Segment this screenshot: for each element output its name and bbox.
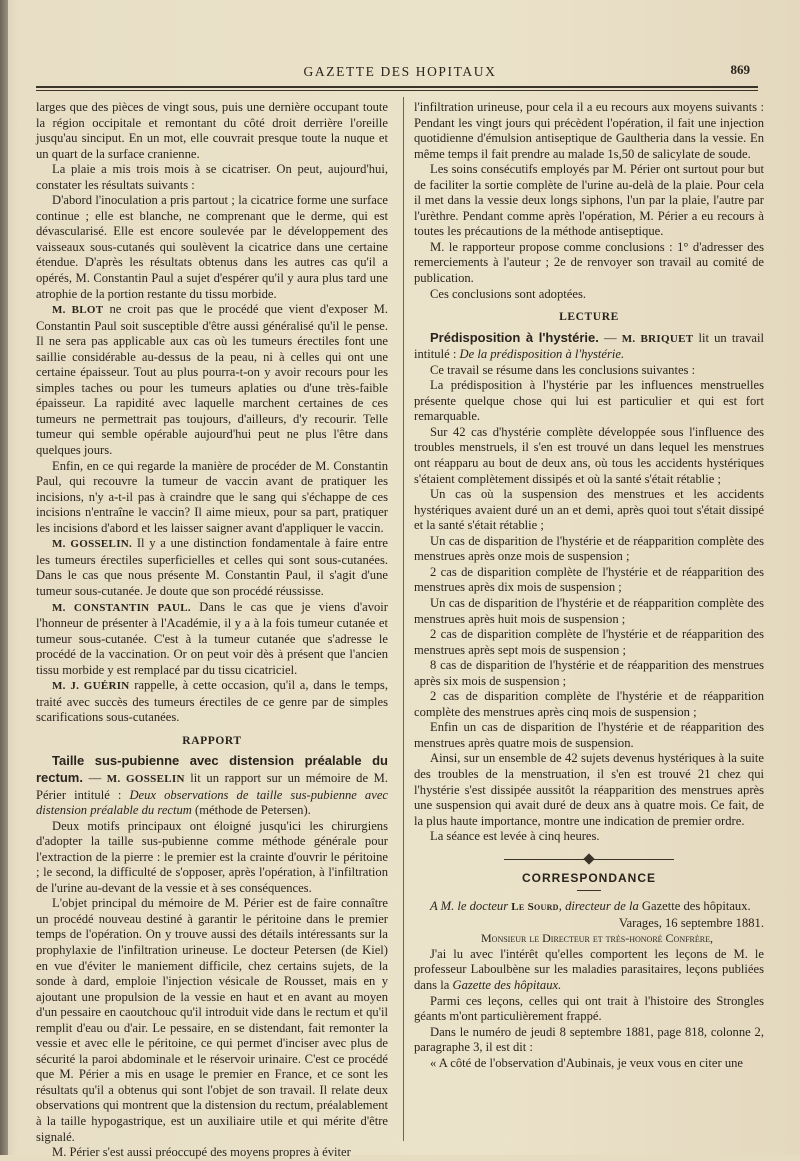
paragraph: La séance est levée à cinq heures.: [430, 829, 600, 844]
paragraph: [36, 600, 388, 679]
header-rule: [36, 86, 758, 88]
paragraph: Un cas de disparition de l'hystérie et de réapparition complète des menstrues après huit mois de suspension ;: [414, 595, 764, 626]
paragraph: Deux motifs principaux ont éloigné jusqu'ici les chirurgiens d'adopter la taille sus-pubienne comme méthode générale pour l'extraction de la pierre : le premier est la crainte d'ouvrir le péritoine ; le second, la difficulté de s'opposer, après l'opération, à l'infiltration de l'urine au-devant de la vessie et à ses conséquences.: [36, 818, 388, 895]
section-ornament: [414, 855, 764, 863]
paragraph-text: Dans le cas que je viens d'avoir l'honneur de présenter à l'Académie, il y a à la fois tumeur cutanée et tumeur sous-cutanée. C'est à la tumeur cutanée que s'adresse le procédé de la vaccination. Or on peut voir dès à présent que l'ancien tissu morbide y est remplacé par du tissu cicatriciel.: [36, 599, 388, 677]
article-title: Prédisposition à l'hystérie.: [430, 329, 599, 345]
section-heading-correspondance: CORRESPONDANCE: [521, 870, 656, 885]
paragraph: Les soins consécutifs employés par M. Périer ont surtout pour but de faciliter la sortie complète de l'urine au-delà de la plaie. Pour cela il met dans la vessie deux longs siphons, l'un par la plaie, l'autre par l'urèthre. Pendant comme après l'opération, M. Périer a eu recours à toutes les précautions de la méthode antiseptique.: [414, 162, 764, 239]
paragraph: Enfin un cas de disparition de l'hystérie et de réapparition des menstrues après quatre mois de suspension.: [414, 720, 764, 750]
short-rule: [577, 890, 601, 891]
journal-name: Gazette des hôpitaux.: [452, 977, 562, 992]
paragraph: La plaie a mis trois mois à se cicatriser. On peut, aujourd'hui, constater les résultats suivants :: [36, 162, 388, 192]
paragraph-address: [414, 899, 764, 916]
ornament-diamond: [583, 853, 594, 864]
paragraph: M. le rapporteur propose comme conclusions : 1° d'adresser des remerciements à l'auteur ; 2e de renvoyer son travail au comité de publication.: [414, 239, 764, 286]
cited-work: De la prédisposition à l'hystérie.: [459, 347, 625, 362]
left-column: [36, 100, 388, 1161]
paragraph: 8 cas de disparition de l'hystérie et de réapparition des menstrues après six mois de suspension ;: [414, 658, 764, 688]
page-number: 869: [730, 62, 750, 77]
paragraph: l'infiltration urineuse, pour cela il a eu recours aux moyens suivants : Pendant les vingt jours qui précèdent l'opération, il fait une injection quotidienne d'émulsion antiseptique de Gaultheria dans la vessie. En même temps il fait prendre au malade 1s,50 de salicylate de soude.: [414, 100, 764, 161]
paragraph-text: (méthode de Petersen).: [191, 803, 311, 818]
section-heading-lecture: LECTURE: [559, 311, 619, 324]
paragraph: Parmi ces leçons, celles qui ont trait à l'histoire des Strongles géants m'ont particulièrement frappé.: [414, 993, 764, 1024]
salutation: Monsieur le Directeur et très-honoré Confrère,: [481, 931, 713, 946]
addressee-name: Le Sourd: [511, 901, 559, 914]
speaker-name: M. CONSTANTIN PAUL.: [52, 601, 191, 614]
dateline: Varages, 16 septembre 1881.: [618, 915, 764, 930]
paragraph: 2 cas de disparition complète de l'hystérie et de réapparition des menstrues après dix mois de suspension ;: [414, 564, 764, 595]
paragraph: Sur 42 cas d'hystérie complète développée sous l'influence des troubles menstruels, il s'en est trouvé un dans lequel les menstrues ont réapparu au bout de deux ans, où tous les accidents hystériques s'étaient complètement dissipés et où la santé s'était rétablie ;: [414, 424, 764, 486]
paragraph: D'abord l'inoculation a pris partout ; la cicatrice forme une surface continue ; elle est blanche, ne comprenant que le derme, qui est dévascularisé. Elle est encore soulevée par le développement des vaisseaux sous-cutanés qui soulèvent la cicatrice dans une certaine étendue. D'après les résultats obtenus dans les autres cas qu'il a opérés, M. Constantin Paul a sujet d'espérer qu'il y aura plus tard une atrophie de la portion restante du tissu morbide.: [36, 193, 388, 301]
paragraph: [36, 302, 388, 458]
paragraph: La prédisposition à l'hystérie par les influences menstruelles présente quelque chose qui lui est particulier et qui est fort remarquable.: [414, 378, 764, 424]
paragraph-text: ne croit pas que le procédé que vient d'exposer M. Constantin Paul soit susceptible d'être aussi généralisé qu'il le pense. Il ne sera pas applicable aux cas où les tumeurs érectiles font une saillie considérable au-dessus de la peau, ni à celles qui ont une certaine épaisseur. Tout au plus pourra-t-on y avoir recours pour les simples taches ou pour les tumeurs aplaties ou d'une très-faible épaisseur. La rapidité avec laquelle marchent certaines de ces tumeurs ne permettrait pas toujours, d'ailleurs, d'y recourir. Telle tumeur qui semble opérable aujourd'hui peut ne plus l'être dans quelques jours.: [36, 302, 388, 458]
paragraph-text: rappelle, à cette occasion, qu'il a, dans le temps, traité avec succès des tumeurs érectiles de ce genre par de simples scarifications sous-cutanées.: [36, 678, 388, 725]
speaker-name: M. GOSSELIN.: [52, 538, 133, 551]
paragraph: [36, 536, 388, 599]
header-rule-thin: [36, 90, 758, 91]
cited-work: Deux observations de taille sus-pubienne avec distension préalable du rectum: [36, 787, 389, 818]
paragraph-text: Il y a une distinction fondamentale à faire entre les tumeurs érectiles superficielles et celles qui sont sous-cutanées. Dans le cas que nous présente M. Constantin Paul, il s'agit d'une tumeur sous-cutanée. Je doute que son procédé réussisse.: [36, 536, 389, 598]
speaker-name: M. J. GUÉRIN: [52, 680, 130, 693]
paragraph-text: lit un travail intitulé :: [414, 330, 765, 362]
paragraph: 2 cas de disparition complète de l'hystérie et de réapparition complète des menstrues après cinq mois de suspension ;: [414, 689, 764, 719]
address-text: A M. le docteur: [430, 899, 512, 914]
running-title: GAZETTE DES HOPITAUX: [303, 64, 497, 79]
paragraph: Enfin, en ce qui regarde la manière de procéder de M. Constantin Paul, qui recouvre la tumeur de vaccin avant de pratiquer les incisions, n'y a-t-il pas à craindre que le sang qui s'échappe de ces incisions n'entraîne le vaccin? Il aime mieux, pour sa part, pratiquer les incisions d'abord et les laisser saigner avant d'appliquer le vaccin.: [36, 458, 388, 535]
right-column: [414, 100, 764, 1071]
speaker-name: M. BLOT: [52, 304, 104, 317]
section-heading-rapport: RAPPORT: [182, 734, 242, 747]
paragraph-text: J'ai lu avec l'intérêt qu'elles comportent les leçons de M. le professeur Laboulbène sur les maladies parasitaires, leçons publiées dans la: [414, 946, 764, 992]
address-text: , directeur de la: [558, 899, 642, 914]
paragraph: [414, 330, 764, 363]
paragraph: Dans le numéro de jeudi 8 septembre 1881, page 818, colonne 2, paragraphe 3, il est dit :: [414, 1024, 764, 1055]
paragraph-text: lit un rapport sur un mémoire de M. Périer intitulé :: [36, 770, 389, 802]
paragraph: 2 cas de disparition complète de l'hystérie et de réapparition des menstrues après sept mois de suspension ;: [414, 627, 764, 657]
article-title: Taille sus-pubienne avec distension préalable du rectum.: [36, 753, 388, 785]
paragraph: Un cas où la suspension des menstrues et les accidents hystériques avaient duré un an et demi, après quoi tout s'était dissipé et la santé s'était rétablie ;: [414, 487, 764, 533]
paragraph: [414, 947, 764, 994]
journal-name: Gazette des hôpitaux.: [641, 899, 751, 914]
paragraph: L'objet principal du mémoire de M. Périer est de faire connaître un procédé nouveau destiné à garantir le péritoine dans le premier temps de l'opération. On y trouve aussi des détails intéressants sur la prophylaxie de l'infiltration urineuse. Le docteur Petersen (de Kiel) en vue d'éviter le maniement difficile, chez certains sujets, de la sonde à dard, emploie l'injection vésicale de Rousset, mais en y ajoutant une propulsion de la vessie en haut et en avant au moyen d'un pessaire en caoutchouc qu'il introduit vide dans le rectum et qu'il remplit d'eau ou d'air. Le pessaire, en se distendant, fait remonter la vessie et avec elle le péritoine, ce qui permet d'inciser avec plus de sécurité la paroi abdominale et le réservoir urinaire. C'est ce procédé que M. Périer a mis en usage le premier en France, et ce sont les résultats qu'il a obtenus qui sont l'objet de son travail. Il relate deux observations qui montrent que la distension du rectum, préalablement à la taille hypogastrique, est un auxiliaire utile et qui mérite d'être signalé.: [36, 896, 388, 1144]
paragraph: [36, 678, 388, 726]
speaker-name: M. BRIQUET: [621, 332, 694, 345]
paragraph: M. Périer s'est aussi préoccupé des moyens propres à éviter: [52, 1145, 351, 1160]
column-divider: [403, 97, 404, 1141]
dash: —: [598, 330, 622, 345]
speaker-name: M. GOSSELIN: [106, 772, 185, 785]
paragraph: Un cas de disparition de l'hystérie et de réapparition complète des menstrues après onze mois de suspension ;: [414, 533, 764, 564]
paragraph: « A côté de l'observation d'Aubinais, je veux vous en citer une: [430, 1055, 744, 1070]
page-binding-edge: [0, 0, 8, 1155]
paragraph: Ces conclusions sont adoptées.: [430, 286, 587, 301]
dash: —: [82, 770, 107, 785]
paragraph: larges que des pièces de vingt sous, puis une dernière occupant toute la région occipitale et remontant du côté droit derrière l'oreille jusqu'au sinciput. En un mot, elle couvrait presque toute la nuque et un quart de la surface cranienne.: [36, 100, 388, 161]
paragraph: [36, 753, 388, 818]
paragraph: Ce travail se résume dans les conclusions suivantes :: [430, 362, 696, 377]
paragraph: Ainsi, sur un ensemble de 42 sujets devenus hystériques à la suite des troubles de la menstruation, il s'en est trouvé 21 chez qui l'hystérie s'est dissipée aussitôt la réapparition des menstrues après une suspension qui avait duré de deux ans à quatre mois. Ce fait, de la plus haute importance, montre une indication de premier ordre.: [414, 751, 764, 828]
